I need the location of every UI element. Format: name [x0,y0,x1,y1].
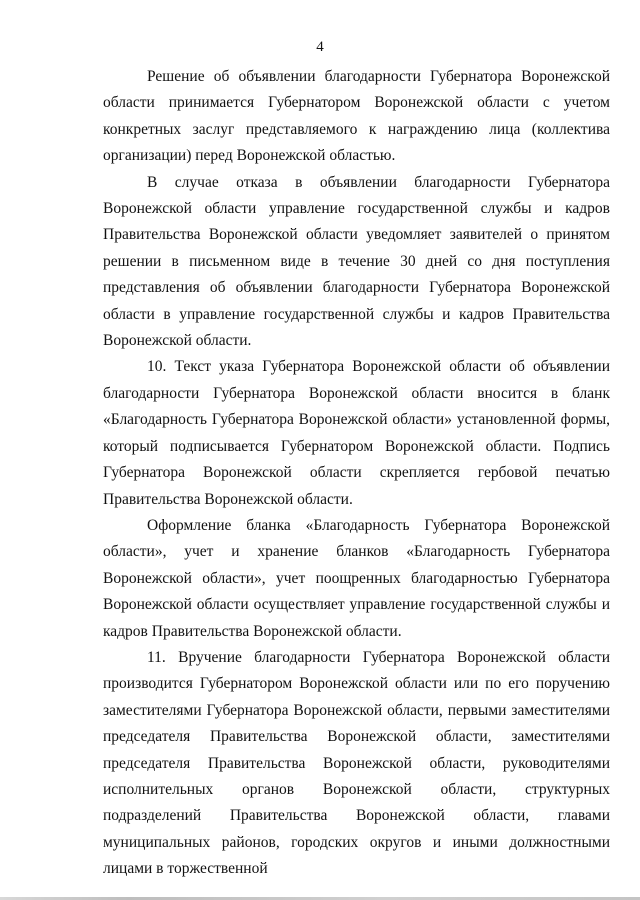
paragraph-item-11: 11. Вручение благодарности Губернатора Воронежской области производится Губернатором Воронежской области или по его поручению заместителями Губернатора Воронежской области, первыми заместителями председателя Правительства Воронежской области, заместителями председателя Правительства Воронежской области, руководителями исполнительных органов Воронежской области, структурных подразделений Правительства Воронежской области, главами муниципальных районов, городских округов и иными должностными лицами в торжественной [103,648,610,878]
paragraph-refusal: В случае отказа в объявлении благодарности Губернатора Воронежской области управление государственной службы и кадров Правительства Воронежской области уведомляет заявителей о принятом решении в письменном виде в течение 30 дней со дня поступления представления об объявлении благодарности Губернатора Воронежской области в управление государственной службы и кадров Правительства Воронежской области. [103,173,610,350]
paragraph-decision: Решение об объявлении благодарности Губернатора Воронежской области принимается Губернатором Воронежской области с учетом конкретных заслуг представляемого к награждению лица (коллектива организации) перед Воронежской областью. [103,68,610,165]
paragraph-item-10: 10. Текст указа Губернатора Воронежской области об объявлении благодарности Губернатора Воронежской области вносится в бланк «Благодарность Губернатора Воронежской области» установленной формы, который подписывается Губернатором Воронежской области. Подпись Губернатора Воронежской области скрепляется гербовой печатью Правительства Воронежской области. [103,358,610,508]
page-number: 4 [316,39,324,55]
document-body [103,64,610,883]
paragraph-blank-registration: Оформление бланка «Благодарность Губернатора Воронежской области», учет и хранение бланков «Благодарность Губернатора Воронежской области», учет поощренных благодарностью Губернатора Воронежской области осуществляет управление государственной службы и кадров Правительства Воронежской области. [103,516,610,640]
